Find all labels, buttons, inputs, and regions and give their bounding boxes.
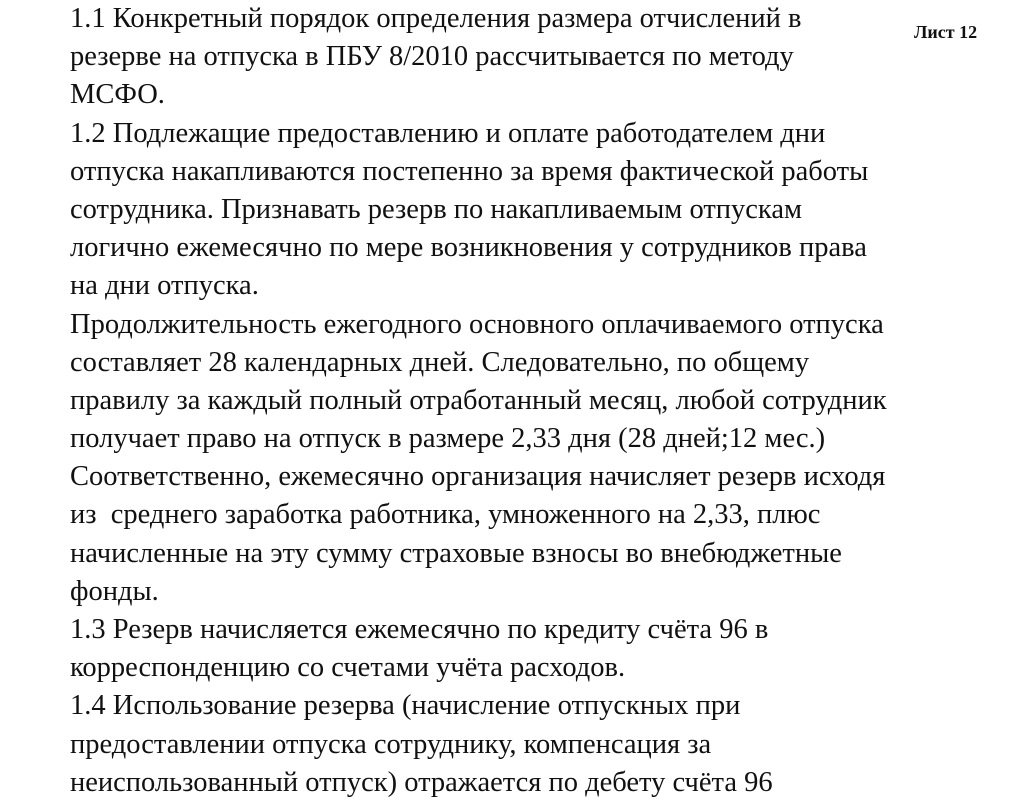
text-line: предоставлении отпуска сотруднику, компенсация за: [70, 728, 712, 760]
text-line: логично ежемесячно по мере возникновения у сотрудников права: [70, 232, 867, 264]
text-line: корреспонденцию со счетами учёта расходов.: [70, 652, 626, 684]
sheet-number-label: Лист 12: [914, 22, 978, 42]
text-line: 1.4 Использование резерва (начисление отпускных при: [70, 690, 741, 722]
text-line: 1.1 Конкретный порядок определения размера отчислений в: [70, 3, 802, 34]
text-line: составляет 28 календарных дней. Следовательно, по общему: [70, 346, 810, 378]
text-line: фонды.: [70, 575, 159, 607]
text-line: резерве на отпуска в ПБУ 8/2010 рассчитывается по методу: [70, 41, 794, 73]
document-body: [70, 0, 1010, 802]
text-line: Продолжительность ежегодного основного оплачиваемого отпуска: [70, 308, 884, 340]
text-line: из среднего заработка работника, умноженного на 2,33, плюс: [70, 499, 821, 531]
text-line: на дни отпуска.: [70, 270, 259, 302]
text-line: начисленные на эту сумму страховые взносы во внебюджетные: [70, 537, 842, 569]
text-line: получает право на отпуск в размере 2,33 дня (28 дней;12 мес.): [70, 423, 826, 455]
text-line: неиспользованный отпуск) отражается по дебету счёта 96: [70, 766, 773, 798]
text-line: отпуска накапливаются постепенно за время фактической работы: [70, 155, 869, 187]
text-line: сотрудника. Признавать резерв по накапливаемым отпускам: [70, 193, 803, 225]
text-line: 1.3 Резерв начисляется ежемесячно по кредиту счёта 96 в: [70, 614, 769, 645]
text-line: правилу за каждый полный отработанный месяц, любой сотрудник: [70, 384, 887, 416]
text-line: 1.2 Подлежащие предоставлению и оплате работодателем дни: [70, 117, 826, 149]
text-line: Соответственно, ежемесячно организация начисляет резерв исходя: [70, 461, 886, 493]
text-line: МСФО.: [70, 79, 165, 111]
